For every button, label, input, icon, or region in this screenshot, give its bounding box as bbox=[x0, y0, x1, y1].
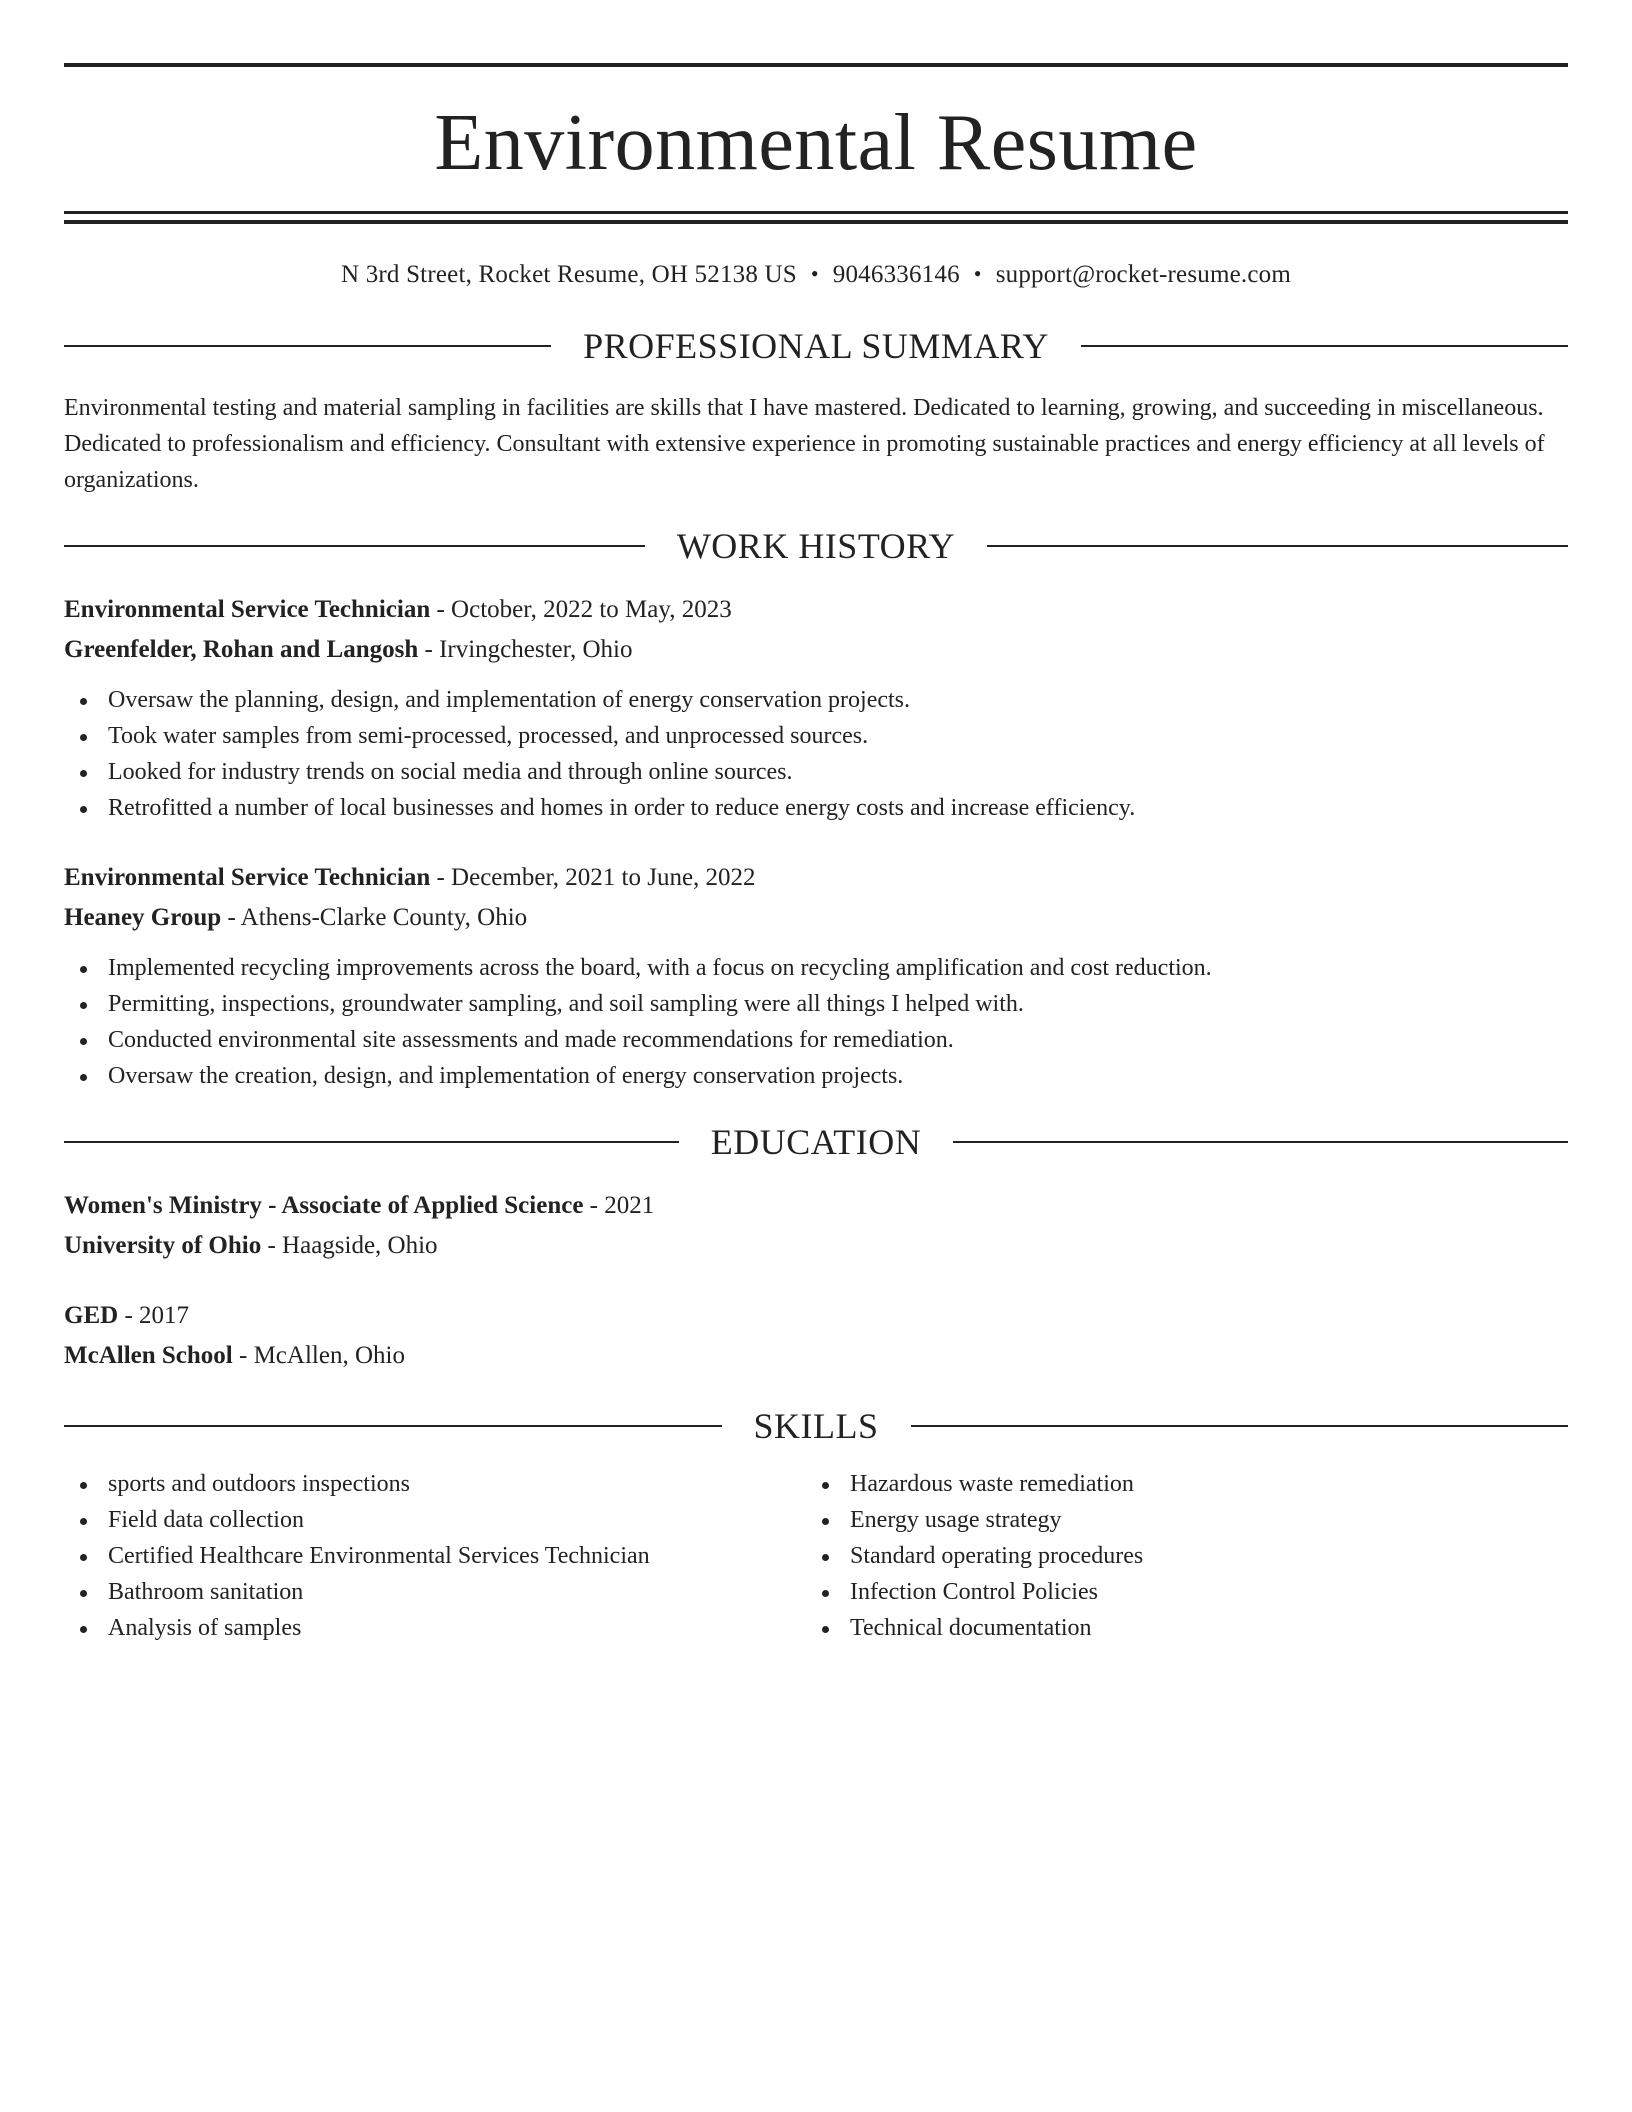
job-title: Environmental Service Technician bbox=[64, 864, 431, 891]
skill-item: Technical documentation bbox=[806, 1610, 1548, 1646]
education-location: - McAllen, Ohio bbox=[232, 1342, 405, 1369]
skills-list-right bbox=[806, 1466, 1548, 1646]
job-bullets bbox=[64, 682, 1568, 826]
section-rule-left bbox=[64, 345, 551, 347]
section-title: WORK HISTORY bbox=[676, 526, 956, 566]
skill-item: Standard operating procedures bbox=[806, 1538, 1548, 1574]
job-company-line bbox=[64, 898, 1568, 938]
education-degree: Women's Ministry - Associate of Applied Science bbox=[64, 1192, 584, 1219]
section-header-summary bbox=[64, 328, 1568, 364]
header-double-rule bbox=[64, 211, 1568, 224]
section-rule-right bbox=[953, 1141, 1568, 1143]
contact-line bbox=[64, 260, 1568, 290]
section-title: SKILLS bbox=[753, 1406, 879, 1446]
contact-separator: • bbox=[810, 261, 819, 286]
education-school-line bbox=[64, 1226, 1568, 1266]
section-rule-left bbox=[64, 1425, 722, 1427]
skill-item: Analysis of samples bbox=[64, 1610, 806, 1646]
list-item: Oversaw the creation, design, and implementation of energy conservation projects. bbox=[64, 1058, 1568, 1094]
job-company-line bbox=[64, 630, 1568, 670]
section-rule-right bbox=[987, 545, 1568, 547]
skills-list-left bbox=[64, 1466, 806, 1646]
skill-item: Certified Healthcare Environmental Services Technician bbox=[64, 1538, 806, 1574]
list-item: Conducted environmental site assessments and made recommendations for remediation. bbox=[64, 1022, 1568, 1058]
skill-item: sports and outdoors inspections bbox=[64, 1466, 806, 1502]
header-top-rule bbox=[64, 63, 1568, 67]
section-header-skills bbox=[64, 1408, 1568, 1444]
education-school: University of Ohio bbox=[64, 1232, 262, 1259]
list-item: Looked for industry trends on social media and through online sources. bbox=[64, 754, 1568, 790]
list-item: Retrofitted a number of local businesses and homes in order to reduce energy costs and increase efficiency. bbox=[64, 790, 1568, 826]
education-degree-line bbox=[64, 1296, 1568, 1336]
list-item: Implemented recycling improvements across the board, with a focus on recycling amplification and cost reduction. bbox=[64, 950, 1568, 986]
education-degree: GED bbox=[64, 1302, 119, 1329]
education-degree-line bbox=[64, 1186, 1568, 1226]
job-company: Greenfelder, Rohan and Langosh bbox=[64, 636, 419, 663]
skill-item: Infection Control Policies bbox=[806, 1574, 1548, 1610]
skill-item: Bathroom sanitation bbox=[64, 1574, 806, 1610]
skills-columns bbox=[64, 1466, 1568, 1646]
job-entry bbox=[64, 590, 1568, 826]
job-location: - Irvingchester, Ohio bbox=[418, 636, 633, 663]
education-year: - 2017 bbox=[118, 1302, 190, 1329]
list-item: Permitting, inspections, groundwater sampling, and soil sampling were all things I helped with. bbox=[64, 986, 1568, 1022]
job-entry bbox=[64, 858, 1568, 1094]
section-header-work bbox=[64, 528, 1568, 564]
list-item: Took water samples from semi-processed, processed, and unprocessed sources. bbox=[64, 718, 1568, 754]
section-rule-right bbox=[911, 1425, 1569, 1427]
job-company: Heaney Group bbox=[64, 904, 222, 931]
contact-phone: 9046336146 bbox=[832, 261, 960, 288]
section-rule-right bbox=[1081, 345, 1568, 347]
job-title: Environmental Service Technician bbox=[64, 596, 431, 623]
resume-page bbox=[64, 63, 1568, 1646]
summary-text: Environmental testing and material sampling in facilities are skills that I have mastered. Dedicated to learning, growing, and succeeding in miscellaneous. Dedicated to professionalism and efficiency. Consultant with extensive experience in promoting sustainable practices and energy efficiency at all levels of organizations. bbox=[64, 395, 1545, 493]
education-entry bbox=[64, 1186, 1568, 1266]
skill-item: Hazardous waste remediation bbox=[806, 1466, 1548, 1502]
contact-separator: • bbox=[973, 261, 982, 286]
job-title-line bbox=[64, 590, 1568, 630]
section-title: EDUCATION bbox=[710, 1122, 922, 1162]
education-year: - 2021 bbox=[583, 1192, 655, 1219]
section-header-education bbox=[64, 1124, 1568, 1160]
education-school: McAllen School bbox=[64, 1342, 233, 1369]
education-location: - Haagside, Ohio bbox=[261, 1232, 438, 1259]
job-dates: - December, 2021 to June, 2022 bbox=[430, 864, 756, 891]
job-title-line bbox=[64, 858, 1568, 898]
section-rule-left bbox=[64, 545, 645, 547]
skill-item: Energy usage strategy bbox=[806, 1502, 1548, 1538]
job-bullets bbox=[64, 950, 1568, 1094]
list-item: Oversaw the planning, design, and implementation of energy conservation projects. bbox=[64, 682, 1568, 718]
contact-address: N 3rd Street, Rocket Resume, OH 52138 US bbox=[341, 261, 797, 288]
skill-item: Field data collection bbox=[64, 1502, 806, 1538]
contact-email: support@rocket-resume.com bbox=[995, 261, 1291, 288]
education-school-line bbox=[64, 1336, 1568, 1376]
section-rule-left bbox=[64, 1141, 679, 1143]
job-location: - Athens-Clarke County, Ohio bbox=[221, 904, 528, 931]
section-title: PROFESSIONAL SUMMARY bbox=[583, 326, 1049, 366]
resume-name: Environmental Resume bbox=[434, 99, 1198, 187]
job-dates: - October, 2022 to May, 2023 bbox=[430, 596, 732, 623]
education-entry bbox=[64, 1296, 1568, 1376]
